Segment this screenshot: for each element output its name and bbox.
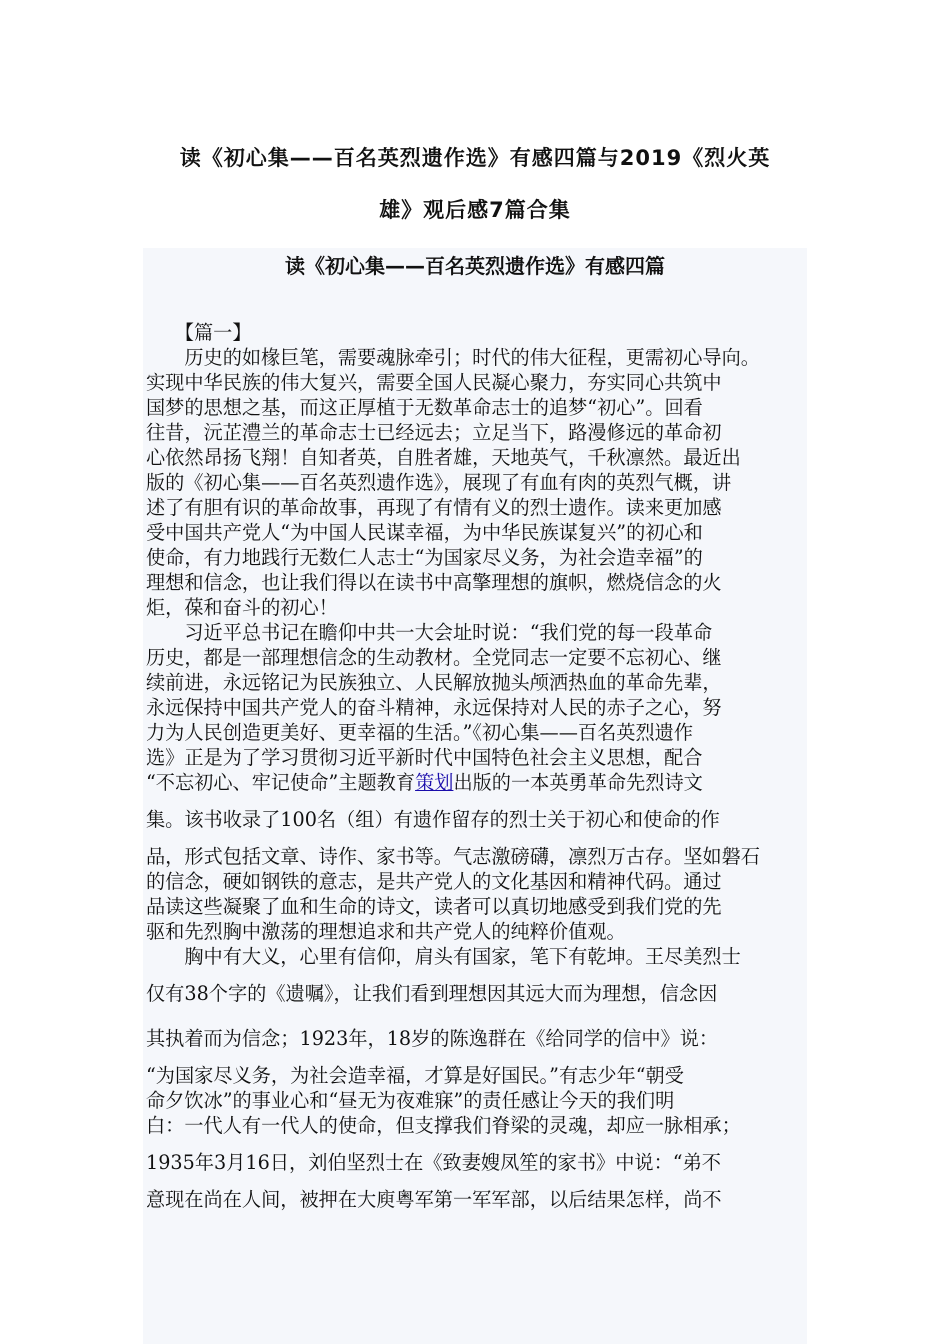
section-title: 读《初心集——百名英烈遗作选》有感四篇 bbox=[285, 254, 665, 278]
text-line: 受中国共产党人“为中国人民谋幸福，为中华民族谋复兴”的初心和 bbox=[146, 521, 703, 544]
text-line: 力为人民创造更美好、更幸福的生活。”《初心集——百名英烈遗作 bbox=[146, 721, 694, 744]
text-line: 意现在尚在人间，被押在大庾粤军第一军军部，以后结果怎样，尚不 bbox=[146, 1188, 722, 1211]
text-line: 1935年3月16日，刘伯坚烈士在《致妻嫂凤笙的家书》中说：“弟不 bbox=[146, 1151, 721, 1174]
text-line: 往昔，沅芷澧兰的革命志士已经远去；立足当下，路漫修远的革命初 bbox=[146, 421, 722, 444]
planning-link[interactable]: 策划 bbox=[415, 771, 454, 794]
document-title-line-1: 读《初心集——百名英烈遗作选》有感四篇与2019《烈火英 bbox=[179, 146, 771, 170]
text-line: 版的《初心集——百名英烈遗作选》，展现了有血有肉的英烈气概，讲 bbox=[146, 471, 732, 494]
text-line: 命夕饮冰”的事业心和“昼无为夜难寐”的责任感让今天的我们明 bbox=[146, 1089, 675, 1112]
link-line-suffix: 出版的一本英勇革命先烈诗文 bbox=[453, 771, 703, 794]
text-line: 驱和先烈胸中激荡的理想追求和共产党人的纯粹价值观。 bbox=[146, 920, 626, 943]
text-line: 【篇一】 bbox=[146, 321, 252, 344]
text-line: 历史，都是一部理想信念的生动教材。全党同志一定要不忘初心、继 bbox=[146, 646, 722, 669]
text-line: 仅有38个字的《遗嘱》，让我们看到理想因其远大而为理想，信念因 bbox=[146, 982, 718, 1005]
text-line: 其执着而为信念；1923年，18岁的陈逸群在《给同学的信中》说： bbox=[146, 1027, 719, 1050]
text-line: 选》正是为了学习贯彻习近平新时代中国特色社会主义思想，配合 bbox=[146, 746, 703, 769]
text-line: 品读这些凝聚了血和生命的诗文，读者可以真切地感受到我们党的先 bbox=[146, 895, 722, 918]
text-line: 实现中华民族的伟大复兴，需要全国人民凝心聚力，夯实同心共筑中 bbox=[146, 371, 722, 394]
text-line: 的信念，硬如钢铁的意志，是共产党人的文化基因和精神代码。通过 bbox=[146, 870, 722, 893]
text-line: 集。该书收录了100名（组）有遗作留存的烈士关于初心和使命的作 bbox=[146, 808, 720, 831]
text-line-with-link bbox=[146, 770, 810, 807]
text-line: 炬，葆和奋斗的初心！ bbox=[146, 596, 338, 619]
text-line: 理想和信念，也让我们得以在读书中高擎理想的旗帜，燃烧信念的火 bbox=[146, 571, 722, 594]
text-line: “为国家尽义务，为社会造幸福，才算是好国民。”有志少年“朝受 bbox=[146, 1064, 684, 1087]
document-title bbox=[120, 132, 830, 236]
text-line: 国梦的思想之基，而这正厚植于无数革命志士的追梦“初心”。回看 bbox=[146, 396, 703, 419]
text-line: 习近平总书记在瞻仰中共一大会址时说：“我们党的每一段革命 bbox=[146, 621, 713, 644]
link-line-prefix: “不忘初心、牢记使命”主题教育 bbox=[146, 771, 416, 794]
text-line: 心依然昂扬飞翔！自知者英，自胜者雄，天地英气，千秋凛然。最近出 bbox=[146, 446, 741, 469]
article-body bbox=[146, 320, 810, 1212]
text-line: 胸中有大义，心里有信仰，肩头有国家，笔下有乾坤。王尽美烈士 bbox=[146, 945, 741, 968]
text-line: 述了有胆有识的革命故事，再现了有情有义的烈士遗作。读来更加感 bbox=[146, 496, 722, 519]
text-line: 白：一代人有一代人的使命，但支撑我们脊梁的灵魂，却应一脉相承； bbox=[146, 1114, 741, 1137]
text-line: 品，形式包括文章、诗作、家书等。气志激磅礴，凛烈万古存。坚如磐石 bbox=[146, 845, 760, 868]
text-line: 续前进，永远铭记为民族独立、人民解放抛头颅洒热血的革命先辈， bbox=[146, 671, 722, 694]
text-line: 永远保持中国共产党人的奋斗精神，永远保持对人民的赤子之心，努 bbox=[146, 696, 722, 719]
text-line: 使命，有力地践行无数仁人志士“为国家尽义务，为社会造幸福”的 bbox=[146, 546, 703, 569]
document-title-line-2: 雄》观后感7篇合集 bbox=[379, 198, 571, 222]
text-line: 历史的如椽巨笔，需要魂脉牵引；时代的伟大征程，更需初心导向。 bbox=[146, 346, 760, 369]
